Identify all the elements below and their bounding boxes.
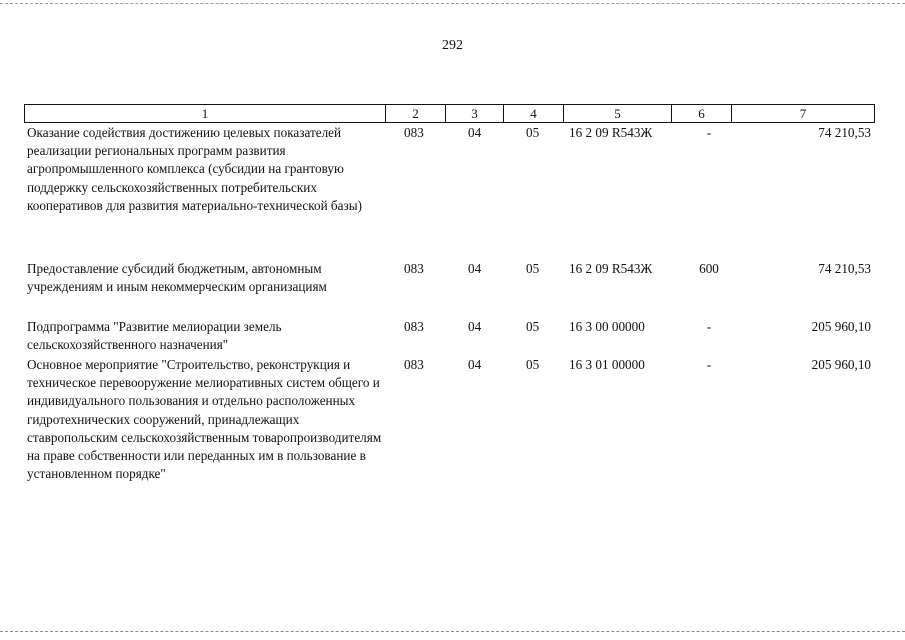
row-subsection-code: 05 xyxy=(526,261,540,276)
row-target-article: 16 2 09 R543Ж xyxy=(569,125,653,140)
row-name: Предоставление субсидий бюджетным, автономным учреждениям и иным некоммерческим организациям xyxy=(27,261,327,295)
row-expense-type: 600 xyxy=(699,261,719,276)
column-header-2: 2 xyxy=(386,105,446,123)
row-ved-code: 083 xyxy=(404,357,424,372)
row-subsection-code: 05 xyxy=(526,125,540,140)
row-expense-type: - xyxy=(706,319,712,334)
row-section-code: 04 xyxy=(468,261,482,276)
row-amount: 205 960,10 xyxy=(811,357,871,372)
column-header-3: 3 xyxy=(446,105,504,123)
row-subsection-code: 05 xyxy=(526,357,540,372)
row-amount: 74 210,53 xyxy=(818,125,871,140)
column-header-5: 5 xyxy=(564,105,672,123)
row-subsection-code: 05 xyxy=(526,319,540,334)
column-header-6: 6 xyxy=(672,105,732,123)
row-target-article: 16 2 09 R543Ж xyxy=(569,261,653,276)
row-amount: 205 960,10 xyxy=(811,319,871,334)
row-name: Оказание содействия достижению целевых показателей реализации региональных программ развития агропромышленного комплекса (субсидии на грантовую поддержку сельскохозяйственных потребительских кооперативов для развития материально-технической базы) xyxy=(27,125,362,213)
row-target-article: 16 3 01 00000 xyxy=(569,357,645,372)
scan-border-bottom xyxy=(0,631,905,632)
column-header-7: 7 xyxy=(732,105,875,123)
page-number: 292 xyxy=(442,38,463,53)
row-expense-type: - xyxy=(706,125,712,140)
column-header-row xyxy=(25,105,875,123)
row-section-code: 04 xyxy=(468,319,482,334)
row-name: Основное мероприятие "Строительство, реконструкция и техническое перевооружение мелиоративных систем общего и индивидуального пользования и отдельно расположенных гидротехнических сооружений, принадлежащих ставропольским сельскохозяйственным товаропроизводителям на праве собственности или переданных им в пользование в установленном порядке" xyxy=(27,357,382,482)
row-ved-code: 083 xyxy=(404,261,424,276)
row-section-code: 04 xyxy=(468,125,482,140)
row-section-code: 04 xyxy=(468,357,482,372)
column-header-1: 1 xyxy=(25,105,386,123)
row-ved-code: 083 xyxy=(404,319,424,334)
scan-border-top xyxy=(0,3,905,4)
row-target-article: 16 3 00 00000 xyxy=(569,319,645,334)
row-ved-code: 083 xyxy=(404,125,424,140)
row-name: Подпрограмма "Развитие мелиорации земель сельскохозяйственного назначения" xyxy=(27,319,282,353)
row-amount: 74 210,53 xyxy=(818,261,871,276)
column-header-table xyxy=(24,104,875,123)
column-header-4: 4 xyxy=(504,105,564,123)
row-expense-type: - xyxy=(706,357,712,372)
